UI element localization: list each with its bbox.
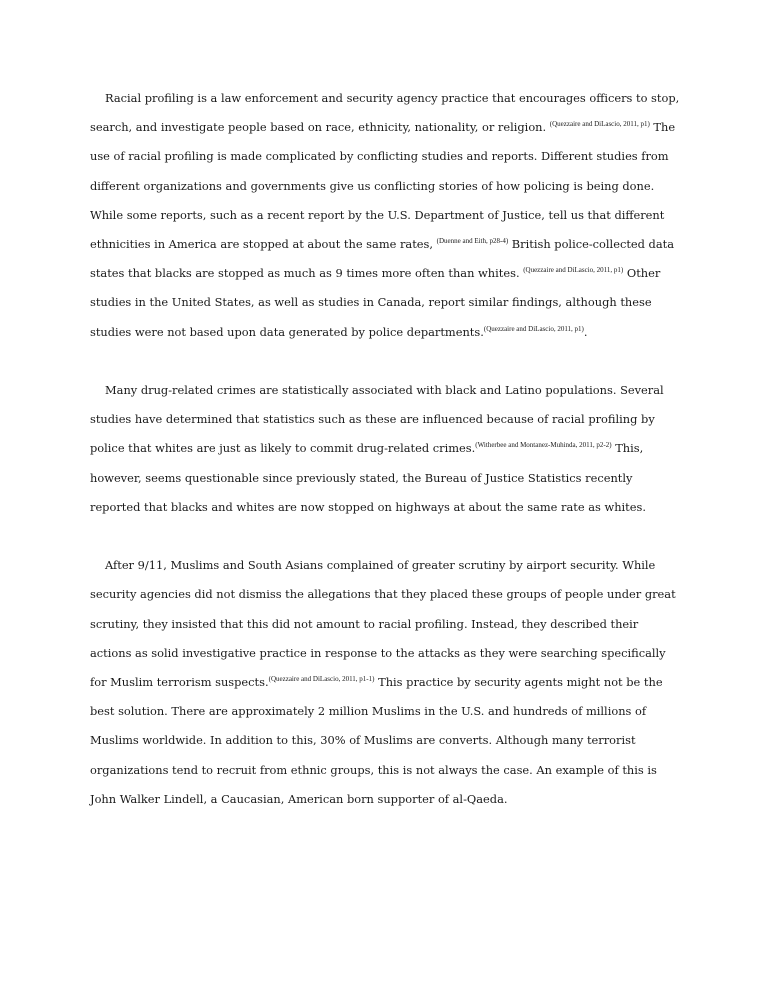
- body-text: Other studies in the United States, as well as studies in Canada, report similar findings, although these studies were not based upon data generated by police departments.: [90, 266, 661, 339]
- citation: (Duenne and Eith, p28-4): [436, 237, 509, 246]
- paragraph-drug-crimes: [90, 376, 682, 522]
- body-text: This, however, seems questionable since previously stated, the Bureau of Justice Statistics recently reported that blacks and whites are now stopped on highways at about the same rate as whites.: [90, 441, 646, 514]
- body-text: British police-collected data states that blacks are stopped as much as 9 times more often than whites.: [90, 237, 675, 281]
- body-text: Racial profiling is a law enforcement and security agency practice that encourages officers to stop, search, and investigate people based on race, ethnicity, nationality, or religion.: [90, 91, 680, 135]
- body-text: This practice by security agents might not be the best solution. There are approximately 2 million Muslims in the U.S. and hundreds of millions of Muslims worldwide. In addition to this, 30% of Muslims are converts. Although many terrorist organizations tend to recruit from ethnic groups, this is not always the case. An example of this is John Walker Lindell, a Caucasian, American born supporter of al-Qaeda.: [90, 675, 663, 806]
- paragraph-racial-profiling: [90, 84, 682, 347]
- citation: (Quezzaire and DiLascio, 2011, p1): [549, 120, 650, 129]
- body-text: Many drug-related crimes are statistically associated with black and Latino populations. Several studies have determined that statistics such as these are influenced because of racial profiling by police that whites are just as likely to commit drug-related crimes.: [90, 383, 664, 456]
- citation: (Quezzaire and DiLascio, 2011, p1): [523, 266, 624, 275]
- citation: (Witherbee and Montanez-Muhinda, 2011, p2-2): [475, 441, 612, 450]
- body-text: .: [583, 324, 588, 339]
- citation: (Quezzaire and DiLascio, 2011, p1): [483, 324, 584, 333]
- body-text: After 9/11, Muslims and South Asians complained of greater scrutiny by airport security. While security agencies did not dismiss the allegations that they placed these groups of people under great scrutiny, they insisted that this did not amount to racial profiling. Instead, they described their actions as solid investigative practice in response to the attacks as they were searching specifically for Muslim terrorism suspects.: [90, 558, 676, 690]
- document-body: [90, 84, 682, 843]
- paragraph-after-9-11: [90, 551, 682, 814]
- citation: (Quezzaire and DiLascio, 2011, p1-1): [268, 675, 375, 684]
- body-text: The use of racial profiling is made complicated by conflicting studies and reports. Different studies from different organizations and governments give us conflicting stories of how policing is being done. While some reports, such as a recent report by the U.S. Department of Justice, tell us that different ethnicities in America are stopped at about the same rates,: [90, 120, 676, 252]
